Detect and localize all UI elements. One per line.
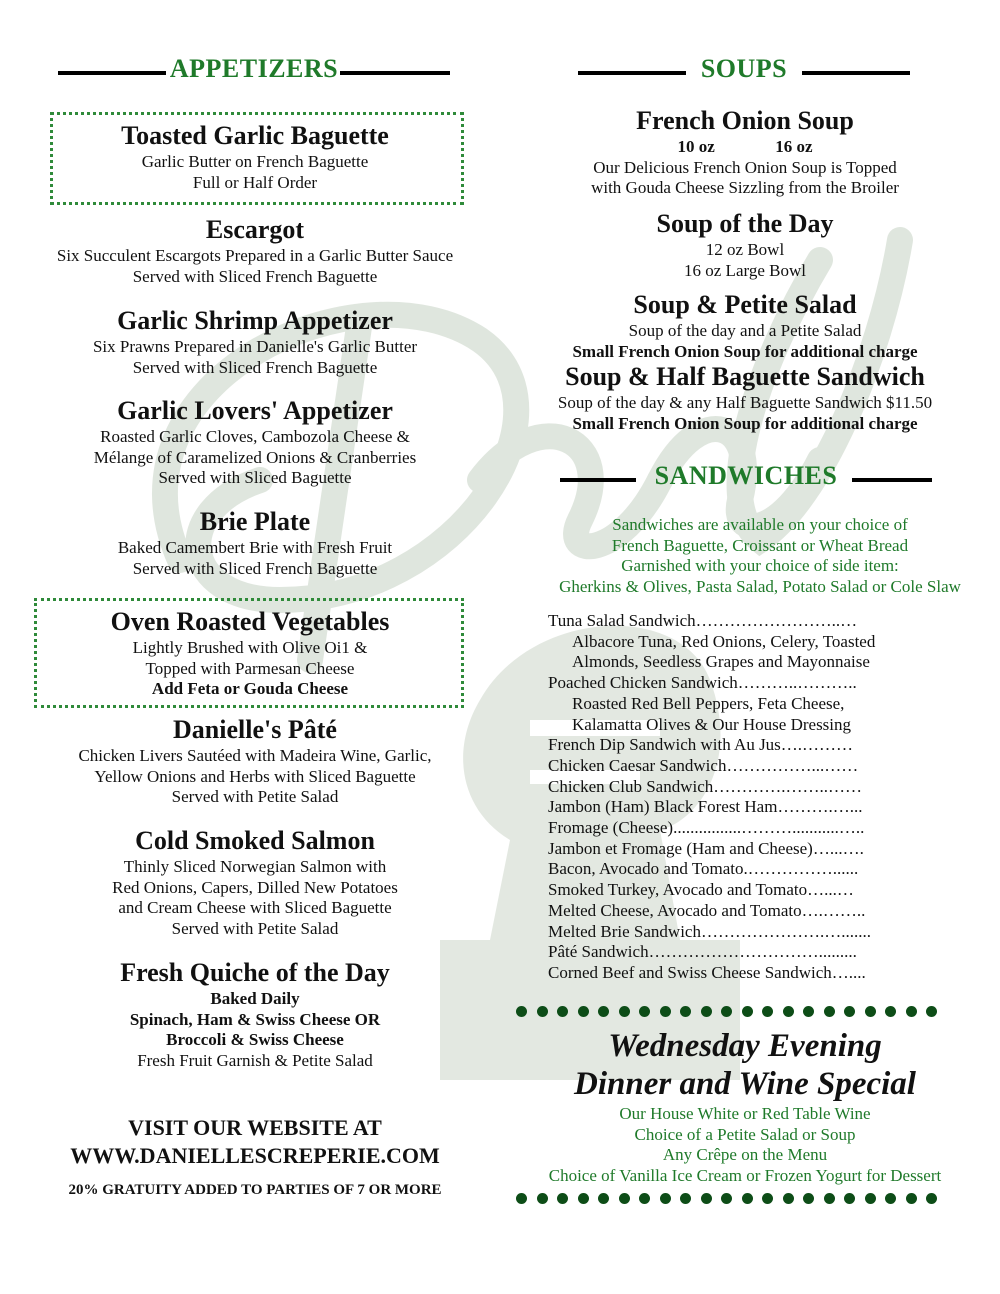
- divider-dot: [639, 1193, 650, 1204]
- divider-dot: [557, 1006, 568, 1017]
- divider-dot: [660, 1193, 671, 1204]
- item-desc: Baked Camembert Brie with Fresh Fruit: [117, 538, 393, 557]
- item-desc: Six Prawns Prepared in Danielle's Garlic Butter: [92, 337, 418, 356]
- divider-dot: [865, 1006, 876, 1017]
- item-title: Garlic Shrimp Appetizer: [117, 306, 393, 335]
- divider-dot: [762, 1193, 773, 1204]
- item-desc: Lightly Brushed with Olive Oi1 &: [132, 638, 368, 657]
- item-fresh-quiche: [30, 957, 480, 1072]
- item-desc: Served with Sliced French Baguette: [132, 266, 378, 286]
- item-title: French Onion Soup: [636, 106, 854, 135]
- special-title-1: Wednesday Evening: [608, 1028, 882, 1064]
- appetizers-title: APPETIZERS: [169, 54, 339, 83]
- divider-dot: [619, 1193, 630, 1204]
- item-toasted-garlic-baguette: [40, 120, 470, 193]
- item-garlic-lovers: [30, 395, 480, 489]
- item-desc: Topped with Parmesan Cheese: [145, 658, 355, 678]
- item-desc: Broccoli & Swiss Cheese: [166, 1030, 344, 1050]
- item-addon: Add Feta or Gouda Cheese: [151, 679, 349, 699]
- list-item: Melted Brie Sandwich………………….….......: [548, 921, 871, 941]
- list-item: Fromage (Cheese)................………...........…..: [548, 818, 865, 838]
- item-desc: Six Succulent Escargots Prepared in a Garlic Butter Sauce: [56, 246, 454, 265]
- special-line: Choice of a Petite Salad or Soup: [634, 1124, 856, 1144]
- item-desc: Served with Sliced French Baguette: [132, 558, 378, 578]
- appetizers-header: [58, 54, 450, 94]
- special-line: Any Crêpe on the Menu: [662, 1145, 828, 1165]
- sandwich-list: [548, 611, 968, 984]
- divider-dot: [598, 1193, 609, 1204]
- website-line1: VISIT OUR WEBSITE AT: [128, 1115, 382, 1140]
- intro-line: French Baguette, Croissant or Wheat Bread: [611, 535, 909, 555]
- divider-dot: [885, 1006, 896, 1017]
- divider-dot: [619, 1006, 630, 1017]
- list-item: French Dip Sandwich with Au Jus….………: [548, 735, 854, 755]
- size-large: 16 oz: [775, 137, 813, 156]
- divider-dot: [844, 1006, 855, 1017]
- item-desc: Thinly Sliced Norwegian Salmon with: [123, 857, 387, 876]
- list-item: Bacon, Avocado and Tomato.……………......: [548, 859, 859, 879]
- item-title: Oven Roasted Vegetables: [110, 607, 390, 636]
- divider-dot: [824, 1006, 835, 1017]
- item-desc: Served with Sliced Baguette: [158, 468, 352, 488]
- item-garlic-shrimp: [30, 305, 480, 378]
- sandwiches-header: [560, 461, 932, 501]
- website-block: [30, 1114, 480, 1170]
- item-addon: Small French Onion Soup for additional charge: [572, 413, 918, 433]
- item-desc: Served with Sliced French Baguette: [132, 357, 378, 377]
- soup-of-the-day: [520, 208, 970, 281]
- list-item: Jambon (Ham) Black Forest Ham……….…...: [548, 797, 863, 817]
- divider-dot: [721, 1193, 732, 1204]
- item-desc: Fresh Fruit Garnish & Petite Salad: [137, 1051, 373, 1071]
- item-desc: 12 oz Bowl: [705, 240, 785, 259]
- divider-dot: [803, 1193, 814, 1204]
- item-title: Danielle's Pâté: [173, 715, 337, 744]
- special-line: Choice of Vanilla Ice Cream or Frozen Yogurt for Dessert: [548, 1166, 942, 1186]
- item-title: Toasted Garlic Baguette: [121, 121, 389, 150]
- item-title: Fresh Quiche of the Day: [120, 958, 390, 987]
- size-small: 10 oz: [677, 137, 715, 156]
- item-desc: Soup of the day and a Petite Salad: [628, 321, 862, 340]
- item-addon: Small French Onion Soup for additional charge: [572, 341, 918, 361]
- divider-dot: [906, 1006, 917, 1017]
- divider-dot: [762, 1006, 773, 1017]
- item-title: Soup & Petite Salad: [633, 290, 857, 319]
- list-item: Poached Chicken Sandwich………..………..: [548, 673, 857, 693]
- divider-dot: [885, 1193, 896, 1204]
- divider-dot: [906, 1193, 917, 1204]
- list-item-desc: Almonds, Seedless Grapes and Mayonnaise: [572, 652, 870, 672]
- soups-title: SOUPS: [700, 54, 788, 83]
- sandwiches-intro: [510, 515, 1000, 598]
- intro-line: Gherkins & Olives, Pasta Salad, Potato Salad or Cole Slaw: [559, 577, 961, 597]
- gratuity-notice: 20% GRATUITY ADDED TO PARTIES OF 7 OR MORE: [68, 1182, 442, 1198]
- list-item: Tuna Salad Sandwich……………………..…: [548, 611, 858, 630]
- list-item: Chicken Caesar Sandwich……………...……: [548, 755, 859, 775]
- divider-dot: [783, 1006, 794, 1017]
- item-title: Soup & Half Baguette Sandwich: [565, 362, 925, 391]
- item-desc: Red Onions, Capers, Dilled New Potatoes: [112, 877, 398, 897]
- divider-dot: [578, 1006, 589, 1017]
- soup-sizes: [520, 137, 970, 158]
- divider-dot: [598, 1006, 609, 1017]
- website-url[interactable]: WWW.DANIELLESCREPERIE.COM: [70, 1143, 440, 1168]
- item-desc: Garlic Butter on French Baguette: [141, 152, 369, 171]
- list-item-desc: Albacore Tuna, Red Onions, Celery, Toasted: [572, 631, 876, 651]
- divider-dot: [824, 1193, 835, 1204]
- divider-dot: [926, 1193, 937, 1204]
- list-item: Melted Cheese, Avocado and Tomato….……..: [548, 900, 866, 920]
- divider-dot: [803, 1006, 814, 1017]
- item-desc: Roasted Garlic Cloves, Cambozola Cheese &: [100, 427, 410, 446]
- list-item: Corned Beef and Swiss Cheese Sandwich…....: [548, 962, 866, 982]
- divider-dot: [516, 1193, 527, 1204]
- item-desc: Served with Petite Salad: [171, 919, 339, 939]
- divider-dot: [865, 1193, 876, 1204]
- item-desc: and Cream Cheese with Sliced Baguette: [118, 898, 392, 918]
- soup-petite-salad: [520, 289, 970, 362]
- divider-dot: [537, 1193, 548, 1204]
- item-desc: with Gouda Cheese Sizzling from the Broiler: [591, 178, 899, 198]
- item-desc: Mélange of Caramelized Onions & Cranberries: [93, 447, 417, 467]
- divider-dot: [742, 1006, 753, 1017]
- divider-dot: [660, 1006, 671, 1017]
- list-item-desc: Kalamatta Olives & Our House Dressing: [572, 714, 852, 734]
- intro-line: Sandwiches are available on your choice of: [612, 515, 908, 534]
- divider-dot: [844, 1193, 855, 1204]
- item-oven-roasted-vegetables: [30, 606, 470, 700]
- dot-divider-top: [516, 1006, 966, 1020]
- item-desc: Our Delicious French Onion Soup is Topped: [593, 157, 897, 177]
- list-item: Chicken Club Sandwich………….……..……: [548, 776, 863, 796]
- dot-divider-bottom: [516, 1193, 966, 1207]
- divider-dot: [701, 1006, 712, 1017]
- soup-half-baguette: [520, 361, 970, 434]
- intro-line: Garnished with your choice of side item:: [621, 556, 899, 576]
- sandwiches-title: SANDWICHES: [654, 461, 838, 490]
- item-desc: Yellow Onions and Herbs with Sliced Baguette: [94, 766, 416, 786]
- item-title: Garlic Lovers' Appetizer: [117, 396, 393, 425]
- list-item: Jambon et Fromage (Ham and Cheese)…...….: [548, 838, 864, 858]
- item-title: Escargot: [205, 215, 305, 244]
- special-line: Our House White or Red Table Wine: [619, 1104, 871, 1123]
- divider-dot: [516, 1006, 527, 1017]
- item-desc: Served with Petite Salad: [171, 787, 339, 807]
- list-item: Smoked Turkey, Avocado and Tomato…...…: [548, 880, 854, 900]
- item-desc: Soup of the day & any Half Baguette Sandwich $11.50: [557, 393, 933, 412]
- divider-dot: [783, 1193, 794, 1204]
- divider-dot: [701, 1193, 712, 1204]
- item-desc: Chicken Livers Sautéed with Madeira Wine, Garlic,: [78, 746, 432, 765]
- divider-dot: [680, 1006, 691, 1017]
- wednesday-special: [510, 1027, 980, 1187]
- divider-dot: [721, 1006, 732, 1017]
- item-cold-smoked-salmon: [30, 825, 480, 940]
- divider-dot: [537, 1006, 548, 1017]
- divider-dot: [578, 1193, 589, 1204]
- divider-dot: [680, 1193, 691, 1204]
- divider-dot: [639, 1006, 650, 1017]
- divider-dot: [557, 1193, 568, 1204]
- list-item-desc: Roasted Red Bell Peppers, Feta Cheese,: [572, 693, 845, 713]
- list-item: Pâté Sandwich………………………….........: [548, 942, 857, 962]
- item-desc: Full or Half Order: [192, 172, 318, 192]
- special-title-2: Dinner and Wine Special: [574, 1066, 916, 1102]
- soups-header: [578, 54, 910, 94]
- item-desc: 16 oz Large Bowl: [684, 260, 806, 280]
- divider-dot: [742, 1193, 753, 1204]
- item-title: Cold Smoked Salmon: [135, 826, 375, 855]
- item-title: Soup of the Day: [656, 209, 834, 238]
- divider-dot: [926, 1006, 937, 1017]
- item-danielles-pate: [30, 714, 480, 808]
- item-desc: Baked Daily: [210, 989, 300, 1008]
- item-desc: Spinach, Ham & Swiss Cheese OR: [129, 1009, 381, 1029]
- item-brie-plate: [30, 506, 480, 579]
- item-escargot: [30, 214, 480, 287]
- item-title: Brie Plate: [199, 507, 311, 536]
- soup-french-onion: [520, 105, 970, 199]
